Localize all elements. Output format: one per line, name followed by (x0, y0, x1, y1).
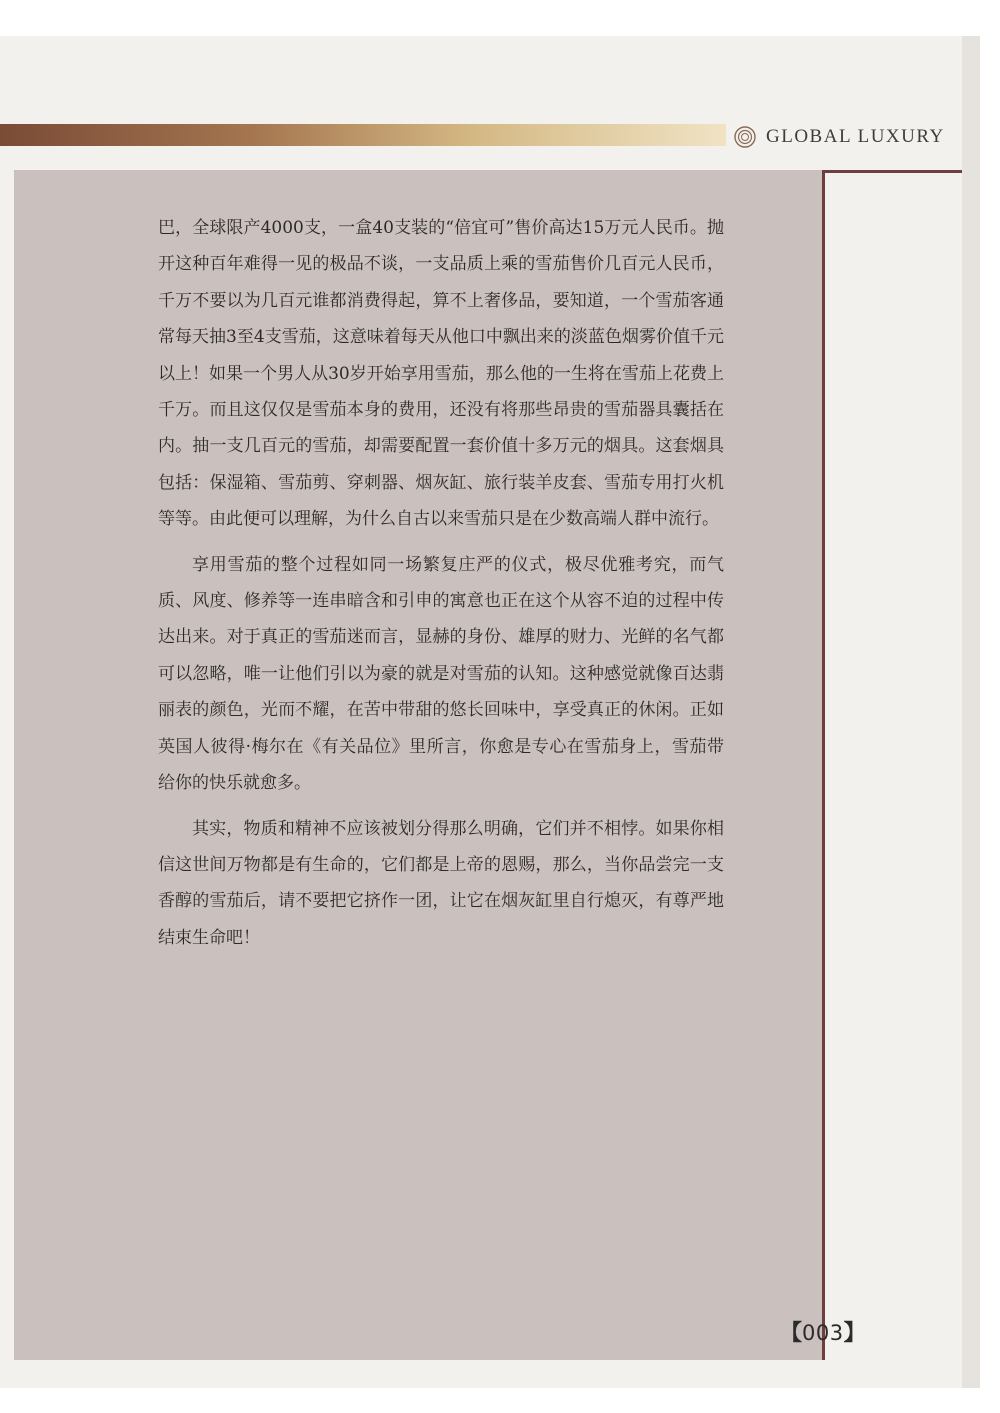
section-title: GLOBAL LUXURY (766, 126, 945, 147)
concentric-circle-icon (734, 126, 756, 148)
header-gradient-band (0, 124, 726, 146)
page-number-value: 003 (802, 1321, 844, 1345)
page-number-open-bracket: 【 (780, 1321, 803, 1346)
frame-rule-side (822, 170, 825, 1360)
article-body (158, 210, 724, 956)
frame-rule-top (822, 170, 962, 173)
article-paragraph-1: 巴，全球限产4000支，一盒40支装的“倍宜可”售价高达15万元人民币。抛开这种百年难得一见的极品不谈，一支品质上乘的雪茄售价几百元人民币，千万不要以为几百元谁都消费得起，算不上奢侈品，要知道，一个雪茄客通常每天抽3至4支雪茄，这意味着每天从他口中飘出来的淡蓝色烟雾价值千元以上！如果一个男人从30岁开始享用雪茄，那么他的一生将在雪茄上花费上千万。而且这仅仅是雪茄本身的费用，还没有将那些昂贵的雪茄器具囊括在内。抽一支几百元的雪茄，却需要配置一套价值十多万元的烟具。这套烟具包括：保湿箱、雪茄剪、穿刺器、烟灰缸、旅行装羊皮套、雪茄专用打火机等等。由此便可以理解，为什么自古以来雪茄只是在少数高端人群中流行。 (158, 218, 724, 530)
page-number-close-bracket: 】 (843, 1321, 866, 1346)
page-number (780, 1318, 866, 1348)
page-edge-shadow (962, 36, 980, 1388)
article-paragraph-3: 其实，物质和精神不应该被划分得那么明确，它们并不相悖。如果你相信这世间万物都是有生命的，它们都是上帝的恩赐，那么，当你品尝完一支香醇的雪茄后，请不要把它挤作一团，让它在烟灰缸里自行熄灭，有尊严地结束生命吧！ (158, 818, 724, 948)
article-paragraph-2: 享用雪茄的整个过程如同一场繁复庄严的仪式，极尽优雅考究，而气质、风度、修养等一连串暗含和引申的寓意也正在这个从容不迫的过程中传达出来。对于真正的雪茄迷而言，显赫的身份、雄厚的财力、光鲜的名气都可以忽略，唯一让他们引以为豪的就是对雪茄的认知。这种感觉就像百达翡丽表的颜色，光而不耀，在苦中带甜的悠长回味中，享受真正的休闲。正如英国人彼得·梅尔在《有关品位》里所言，你愈是专心在雪茄身上，雪茄带给你的快乐就愈多。 (158, 554, 724, 794)
